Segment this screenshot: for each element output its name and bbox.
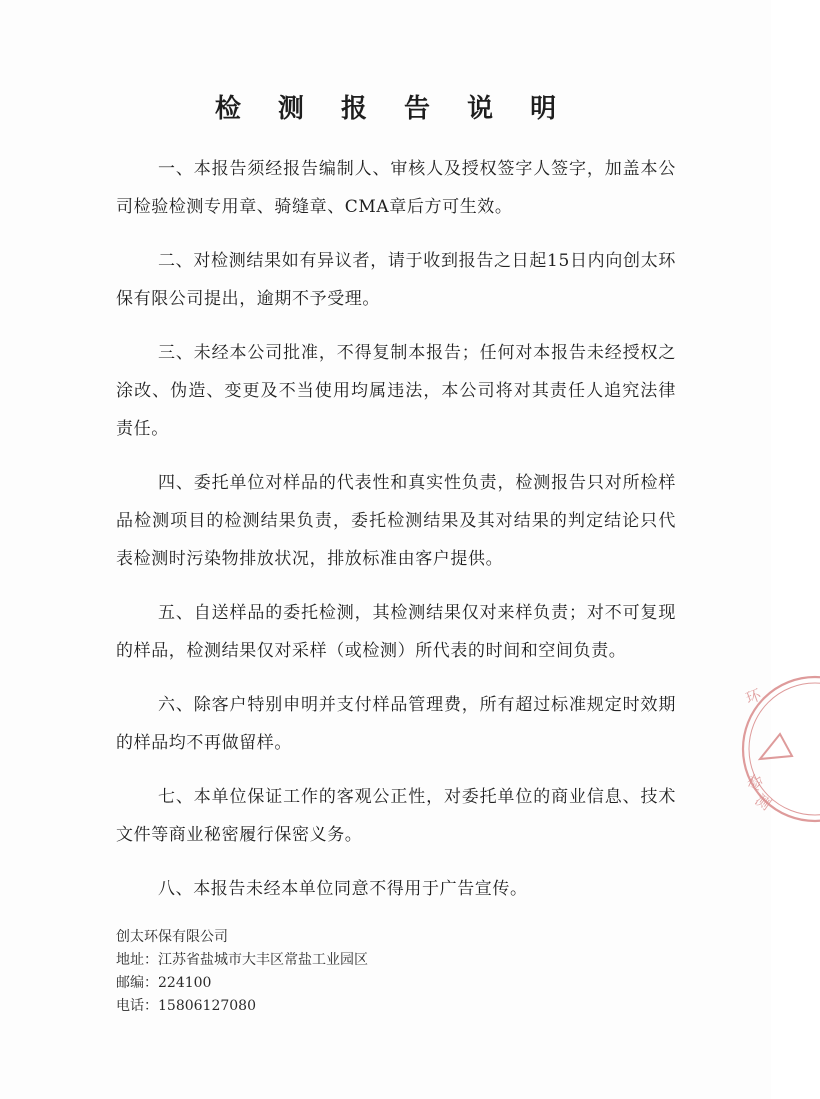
notes-body <box>116 150 676 924</box>
company-name: 创太环保有限公司 <box>116 929 228 945</box>
svg-text:测: 测 <box>751 790 775 814</box>
note-paragraph-3: 三、未经本公司批准，不得复制本报告；任何对本报告未经授权之涂改、伪造、变更及不当使用均属违法，本公司将对其责任人追究法律责任。 <box>116 343 676 439</box>
svg-text:环: 环 <box>743 685 764 708</box>
note-paragraph-1: 一、本报告须经报告编制人、审核人及授权签字人签字，加盖本公司检验检测专用章、骑缝章、CMA章后方可生效。 <box>116 159 676 217</box>
note-paragraph-7: 七、本单位保证工作的客观公正性，对委托单位的商业信息、技术文件等商业秘密履行保密义务。 <box>116 787 676 845</box>
seam-stamp-icon <box>730 664 820 834</box>
note-paragraph-5: 五、自送样品的委托检测，其检测结果仅对来样负责；对不可复现的样品，检测结果仅对采样（或检测）所代表的时间和空间负责。 <box>116 603 676 661</box>
note-paragraph-6: 六、除客户特别申明并支付样品管理费，所有超过标准规定时效期的样品均不再做留样。 <box>116 695 676 753</box>
company-address: 地址：江苏省盐城市大丰区常盐工业园区 <box>116 952 368 968</box>
svg-text:检: 检 <box>744 771 766 794</box>
company-contact-block <box>116 926 368 1018</box>
page-title: 检 测 报 告 说 明 <box>214 94 571 124</box>
note-paragraph-4: 四、委托单位对样品的代表性和真实性负责，检测报告只对所检样品检测项目的检测结果负责，委托检测结果及其对结果的判定结论只代表检测时污染物排放状况，排放标准由客户提供。 <box>116 473 676 569</box>
note-paragraph-2: 二、对检测结果如有异议者，请于收到报告之日起15日内向创太环保有限公司提出，逾期不予受理。 <box>116 251 676 309</box>
note-paragraph-8: 八、本报告未经本单位同意不得用于广告宣传。 <box>158 879 528 899</box>
company-postcode: 邮编：224100 <box>116 975 212 991</box>
company-phone: 电话：15806127080 <box>116 998 256 1014</box>
